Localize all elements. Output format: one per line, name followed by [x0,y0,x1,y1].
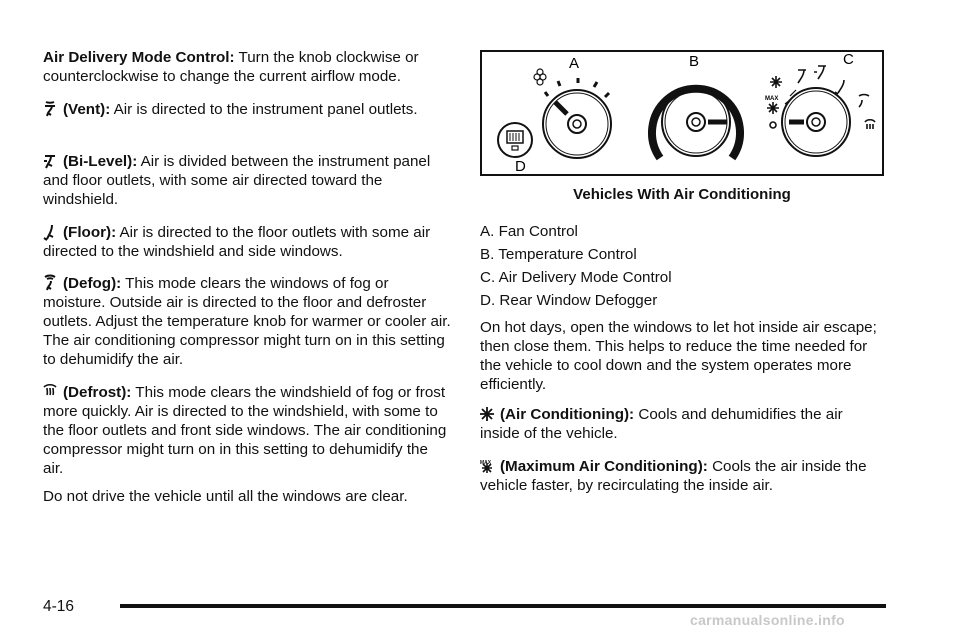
floor-icon [835,80,844,94]
snowflake-icon [480,405,494,423]
watermark: carmanualsonline.info [690,612,845,628]
label-c: C [843,52,854,68]
max-label: MAX [765,96,779,102]
legend-item: D. Rear Window Defogger [480,292,658,309]
air-delivery-mode-knob [782,88,850,156]
bilevel-mode-icon [43,152,57,170]
legend-item: A. Fan Control [480,223,578,240]
recirculation-indicator [770,122,776,128]
air-delivery-heading: Air Delivery Mode Control: [43,49,235,66]
max-ac-snowflake-icon [767,102,779,114]
defrost-paragraph: (Defrost): This mode clears the windshield of fog or frost more quickly. Air is directed to the windshield, with some to the floor outlets and front side windows. The air conditioning compressor might turn on in this setting to dehumidify the air. [43,384,447,477]
air-delivery-paragraph: Air Delivery Mode Control: Turn the knob clockwise or counterclockwise to change the current airflow mode. [43,49,419,85]
figure-caption: Vehicles With Air Conditioning [573,186,791,203]
temperature-control-knob [652,88,740,158]
label-a: A [569,55,580,72]
legend-item: C. Air Delivery Mode Control [480,269,672,286]
defog-paragraph: (Defog): This mode clears the windows of fog or moisture. Outside air is directed to the floor and defroster outlets. Adjust the temperature knob for warmer or cooler air. The air conditioning compressor might turn on in this setting to dehumidify the air. [43,275,451,368]
vent-icon [798,70,806,83]
defog-mode-icon [43,274,57,292]
vent-mode-icon [43,100,57,118]
legend-item: B. Temperature Control [480,246,637,263]
climate-control-figure [480,50,884,176]
fan-icon [534,69,546,85]
max-icon-label: MAX [480,460,492,466]
closing-paragraph: Do not drive the vehicle until all the windows are clear. [43,488,408,505]
page-number: 4-16 [43,598,75,615]
bilevel-paragraph: (Bi-Level): Air is divided between the instrument panel and floor outlets, with some air directed toward the windshield. [43,153,431,208]
footer-rule [120,604,886,608]
max-snowflake-icon [480,457,494,475]
fan-control-knob [543,78,611,158]
bilevel-icon [814,66,826,79]
rear-defogger-button [498,123,532,157]
defrost-icon [865,120,875,129]
max-ac-paragraph: MAX (Maximum Air Conditioning): Cools the air inside the vehicle faster, by recirculating the inside air. [480,457,885,495]
climate-control-diagram [482,52,882,174]
floor-paragraph: (Floor): Air is directed to the floor outlets with some air directed to the windshield and side windows. [43,224,431,260]
vent-paragraph: (Vent): Air is directed to the instrument panel outlets. [43,100,451,119]
ac-paragraph: (Air Conditioning): Cools and dehumidifies the air inside of the vehicle. [480,406,843,442]
ac-snowflake-icon [770,76,782,88]
mode-icons [767,66,875,129]
defog-icon [859,95,869,108]
defrost-mode-icon [43,383,57,401]
hot-days-paragraph: On hot days, open the windows to let hot inside air escape; then close them. This helps to reduce the time needed for the vehicle to cool down and the system operates more efficiently. [480,319,877,393]
floor-mode-icon [43,223,57,241]
label-b: B [689,53,700,70]
label-d: D [515,158,526,174]
